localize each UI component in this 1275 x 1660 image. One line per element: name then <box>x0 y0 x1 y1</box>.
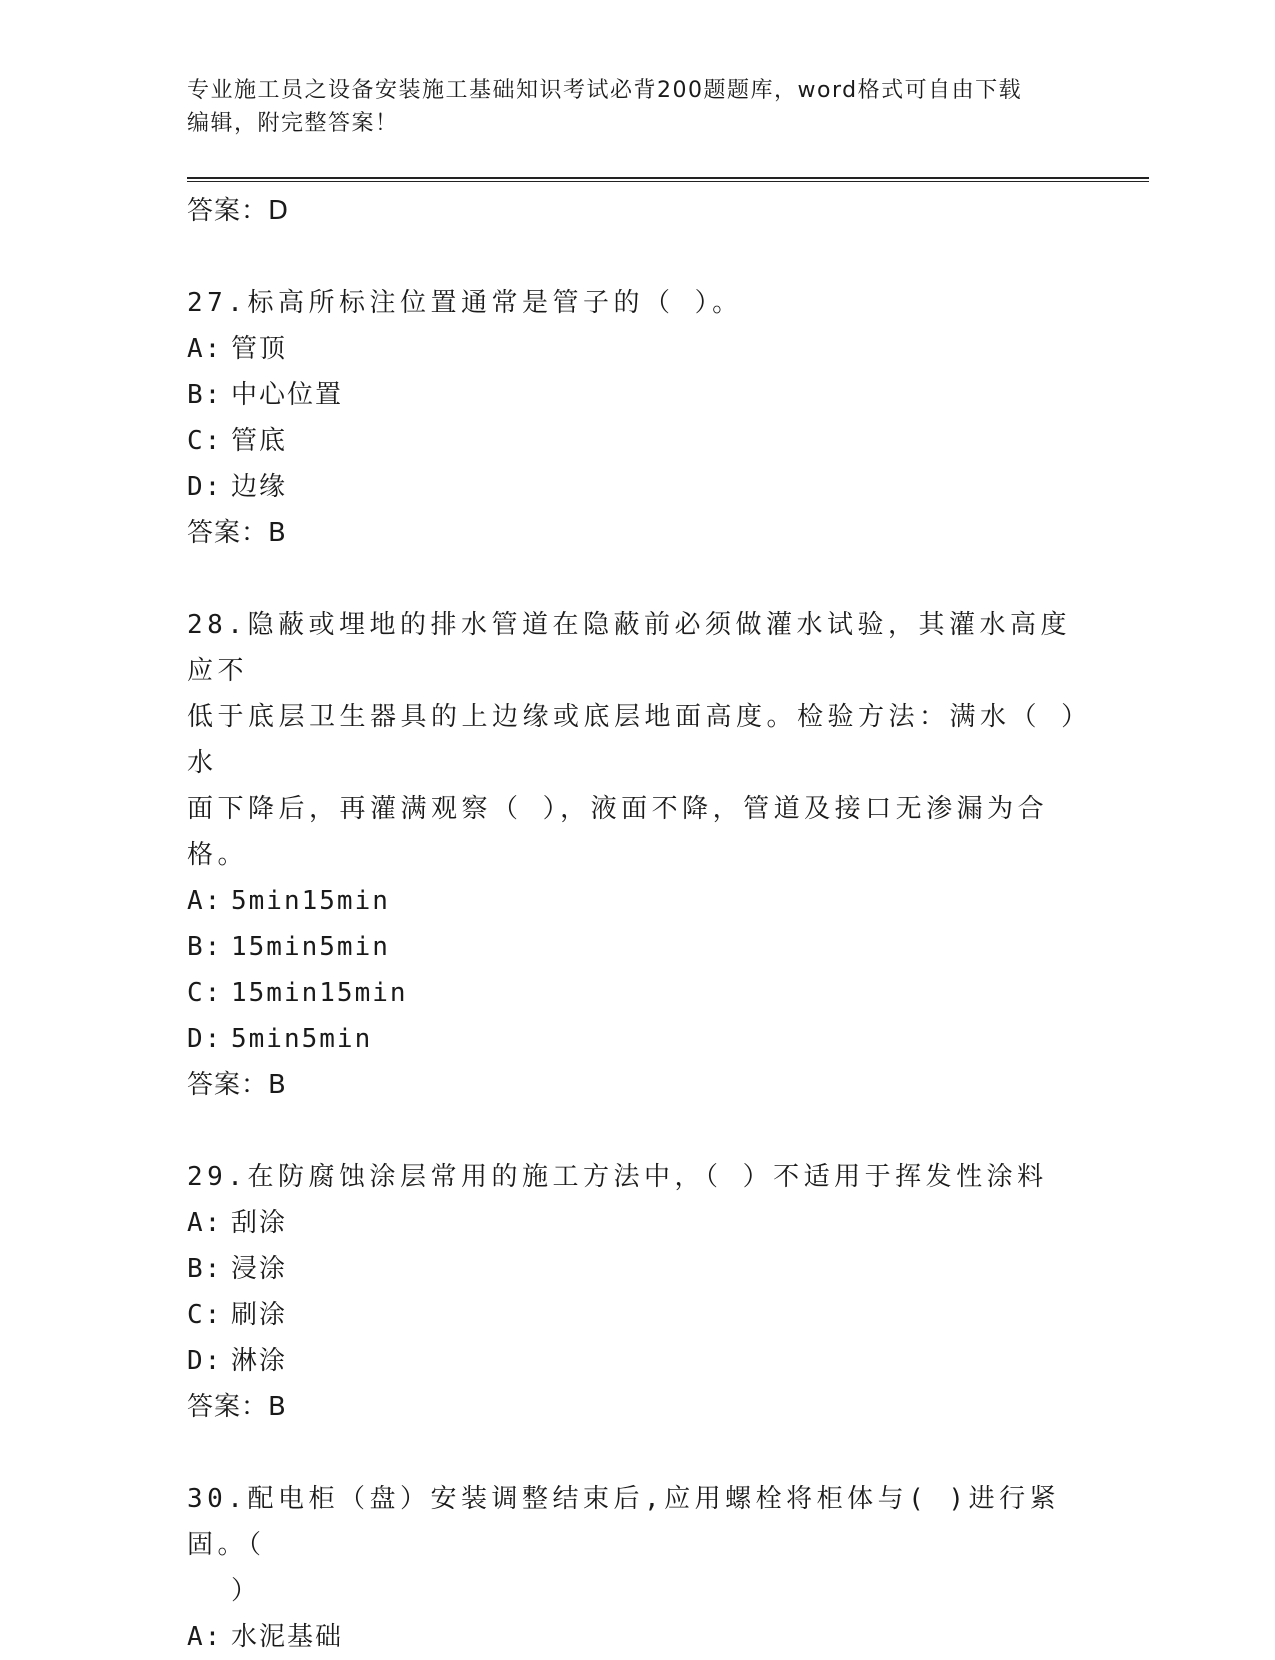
option-text: 浸涂 <box>231 1254 288 1284</box>
option-c <box>187 1292 1087 1338</box>
option-text: 5min5min <box>231 1024 373 1054</box>
header-divider <box>187 177 1149 182</box>
option-b <box>187 372 1087 418</box>
answer-line: 答案：B <box>187 1070 287 1100</box>
option-text: 管底 <box>231 426 288 456</box>
option-b <box>187 1246 1087 1292</box>
option-letter: A: <box>187 334 223 364</box>
option-text: 水泥基础 <box>231 1622 344 1652</box>
question-list <box>187 188 1087 1660</box>
question-29 <box>187 1154 1087 1430</box>
question-text: ） <box>231 1576 262 1606</box>
option-a <box>187 1614 1087 1660</box>
question-30 <box>187 1476 1087 1660</box>
option-a <box>187 326 1087 372</box>
option-d <box>187 464 1087 510</box>
answer-line: 答案：D <box>187 196 290 226</box>
option-text: 5min15min <box>231 886 390 916</box>
option-letter: C: <box>187 978 223 1008</box>
option-d <box>187 1016 1087 1062</box>
option-d <box>187 1338 1087 1384</box>
question-text: 30.配电柜（盘）安装调整结束后,应用螺栓将柜体与( )进行紧固。（ <box>187 1484 1061 1560</box>
option-text: 刮涂 <box>231 1208 288 1238</box>
question-text: 29.在防腐蚀涂层常用的施工方法中，（ ）不适用于挥发性涂料 <box>187 1162 1048 1192</box>
question-text: 低于底层卫生器具的上边缘或底层地面高度。检验方法：满水（ ）水 <box>187 702 1079 778</box>
option-text: 15min15min <box>231 978 408 1008</box>
option-text: 淋涂 <box>231 1346 288 1376</box>
document-header <box>187 74 1087 140</box>
question-27 <box>187 280 1087 556</box>
option-text: 中心位置 <box>231 380 344 410</box>
option-text: 管顶 <box>231 334 288 364</box>
option-letter: A: <box>187 1622 223 1652</box>
option-letter: A: <box>187 886 223 916</box>
header-line-2: 编辑，附完整答案！ <box>187 111 399 136</box>
option-letter: C: <box>187 426 223 456</box>
option-letter: D: <box>187 472 223 502</box>
option-letter: B: <box>187 932 223 962</box>
option-a <box>187 1200 1087 1246</box>
option-a <box>187 878 1087 924</box>
option-text: 刷涂 <box>231 1300 288 1330</box>
answer-line: 答案：B <box>187 518 287 548</box>
option-b <box>187 924 1087 970</box>
option-c <box>187 418 1087 464</box>
option-letter: D: <box>187 1024 223 1054</box>
question-text: 27.标高所标注位置通常是管子的（ ）。 <box>187 288 743 318</box>
question-28 <box>187 602 1087 1108</box>
option-text: 15min5min <box>231 932 390 962</box>
answer-line: 答案：B <box>187 1392 287 1422</box>
option-letter: C: <box>187 1300 223 1330</box>
option-letter: D: <box>187 1346 223 1376</box>
option-text: 边缘 <box>231 472 288 502</box>
header-line-1: 专业施工员之设备安装施工基础知识考试必背200题题库，word格式可自由下载 <box>187 78 1023 103</box>
option-letter: B: <box>187 1254 223 1284</box>
question-text: 面下降后，再灌满观察（ ），液面不降，管道及接口无渗漏为合格。 <box>187 794 1049 870</box>
question-text: 28.隐蔽或埋地的排水管道在隐蔽前必须做灌水试验，其灌水高度应不 <box>187 610 1071 686</box>
option-letter: B: <box>187 380 223 410</box>
option-letter: A: <box>187 1208 223 1238</box>
option-c <box>187 970 1087 1016</box>
